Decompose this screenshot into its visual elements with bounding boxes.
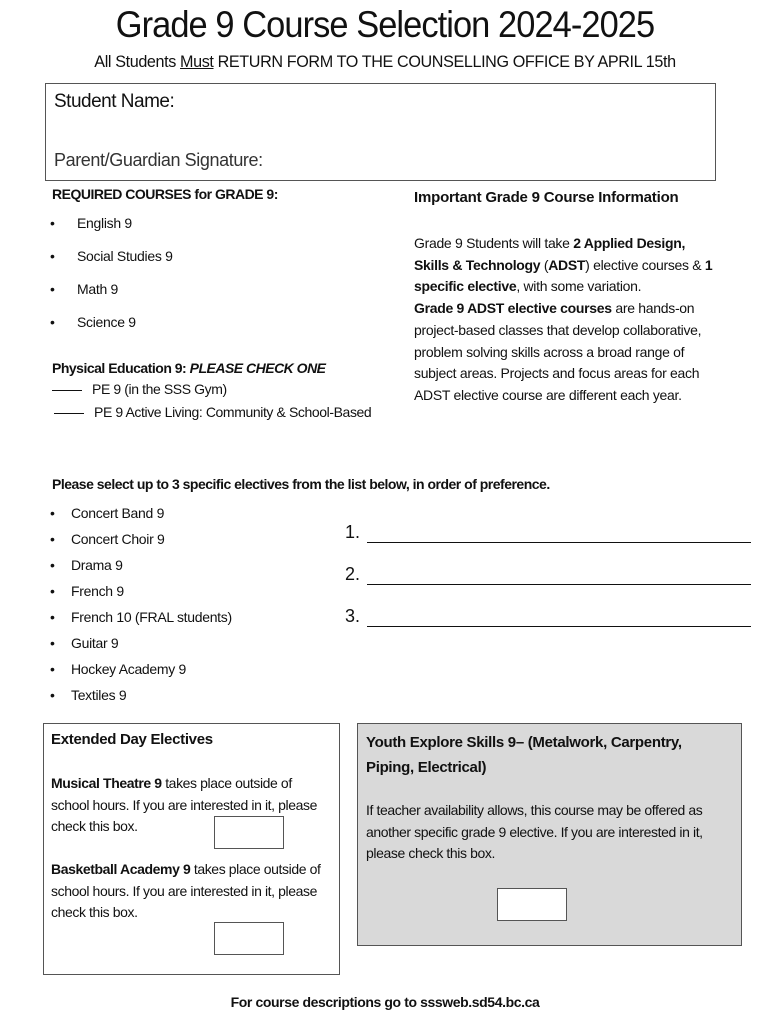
basketball-academy-desc: takes place outside of school hours. If you are interested in it, please check this box. (51, 861, 321, 920)
subtitle-emphasis: Must (180, 52, 214, 71)
required-courses-heading: REQUIRED COURSES for GRADE 9: (52, 186, 278, 202)
preference-2-line[interactable] (367, 566, 751, 585)
info-bold: 2 Applied Design, Skills & Technology (414, 235, 686, 273)
list-item (50, 248, 173, 281)
list-item (50, 609, 232, 635)
youth-explore-heading: Youth Explore Skills 9– (Metalwork, Carpentry, Piping, Electrical) (366, 734, 682, 776)
extended-day-box (43, 723, 340, 975)
course-name: Social Studies 9 (77, 248, 173, 264)
musical-theatre-checkbox[interactable] (214, 816, 284, 849)
list-item (50, 583, 232, 609)
pe-heading (52, 360, 326, 376)
info-text: ( (540, 256, 549, 273)
extended-day-heading: Extended Day Electives (51, 731, 213, 748)
course-info-text (414, 233, 714, 407)
subtitle-pre: All Students (94, 52, 181, 71)
info-bold: Grade 9 ADST elective courses (414, 300, 612, 317)
elective-name: Textiles 9 (71, 687, 127, 703)
pe-option-label: PE 9 (in the SSS Gym) (92, 381, 227, 397)
pe-option-active-living (54, 404, 371, 420)
musical-theatre-desc: takes place outside of school hours. If you are interested in it, please check this box. (51, 775, 318, 834)
course-name: English 9 (77, 215, 132, 231)
bullet: • (50, 281, 55, 297)
preference-number: 2. (345, 564, 361, 584)
bullet: • (50, 609, 55, 625)
bullet: • (50, 661, 55, 677)
bullet: • (50, 314, 55, 330)
bullet: • (50, 505, 55, 521)
list-item (50, 531, 232, 557)
page-title: Grade 9 Course Selection 2024-2025 (115, 4, 655, 45)
list-item (50, 314, 173, 347)
bullet: • (50, 635, 55, 651)
subtitle-post: RETURN FORM TO THE COUNSELLING OFFICE BY APRIL 15th (213, 52, 676, 71)
pe-option-gym (52, 381, 227, 397)
basketball-academy-text (51, 859, 333, 924)
musical-theatre-title: Musical Theatre 9 (51, 775, 162, 791)
list-item (50, 635, 232, 661)
pe-gym-check-line[interactable] (52, 390, 82, 391)
course-descriptions-link: For course descriptions go to sssweb.sd54.bc.ca (230, 994, 540, 1010)
list-item (50, 281, 173, 314)
youth-explore-checkbox[interactable] (497, 888, 567, 921)
bullet: • (50, 687, 55, 703)
info-bold: 1 specific elective (414, 256, 713, 295)
elective-name: French 9 (71, 583, 124, 599)
preference-number: 3. (345, 606, 361, 626)
electives-heading: Please select up to 3 specific electives from the list below, in order of preference. (52, 476, 550, 492)
info-text: are hands-on project-based classes that develop collaborative, problem solving skills across a broad range of subject areas. Projects and focus areas for each ADST elective course are different each year. (414, 300, 702, 403)
list-item (50, 557, 232, 583)
bullet: • (50, 215, 55, 231)
parent-signature-field[interactable]: Parent/Guardian Signature: (54, 150, 263, 170)
return-instructions (19, 52, 751, 72)
musical-theatre-text (51, 773, 333, 838)
bullet: • (50, 248, 55, 264)
list-item (50, 687, 232, 713)
course-info-heading: Important Grade 9 Course Information (414, 189, 679, 206)
pe-option-label: PE 9 Active Living: Community & School-Based (94, 404, 372, 420)
course-name: Math 9 (77, 281, 118, 297)
elective-name: Concert Band 9 (71, 505, 165, 521)
list-item (50, 505, 232, 531)
elective-name: Guitar 9 (71, 635, 119, 651)
preference-number: 1. (345, 522, 361, 542)
required-courses-list (50, 215, 173, 347)
basketball-academy-title: Basketball Academy 9 (51, 861, 191, 877)
info-bold: ADST (548, 256, 586, 273)
elective-name: Concert Choir 9 (71, 531, 165, 547)
bullet: • (50, 557, 55, 573)
info-text: Grade 9 Students will take (414, 235, 574, 251)
preference-1 (345, 522, 751, 543)
preference-2 (345, 564, 751, 585)
preference-3 (345, 606, 751, 627)
basketball-academy-checkbox[interactable] (214, 922, 284, 955)
electives-list (50, 505, 232, 713)
preference-3-line[interactable] (367, 608, 751, 627)
pe-active-check-line[interactable] (54, 413, 84, 414)
info-text: ) elective courses & (585, 256, 705, 273)
student-name-field[interactable]: Student Name: (54, 91, 175, 112)
youth-explore-text: If teacher availability allows, this course may be offered as another specific grade 9 elective. If you are interested in it, please check this box. (366, 802, 703, 862)
preference-1-line[interactable] (367, 524, 751, 543)
pe-heading-bold: Physical Education 9: (52, 360, 190, 376)
elective-name: Drama 9 (71, 557, 123, 573)
info-text: , with some variation. (516, 278, 642, 295)
elective-name: Hockey Academy 9 (71, 661, 187, 677)
bullet: • (50, 531, 55, 547)
bullet: • (50, 583, 55, 599)
elective-name: French 10 (FRAL students) (71, 609, 232, 625)
list-item (50, 215, 173, 248)
course-name: Science 9 (77, 314, 136, 330)
list-item (50, 661, 232, 687)
pe-heading-italic: PLEASE CHECK ONE (189, 360, 326, 376)
